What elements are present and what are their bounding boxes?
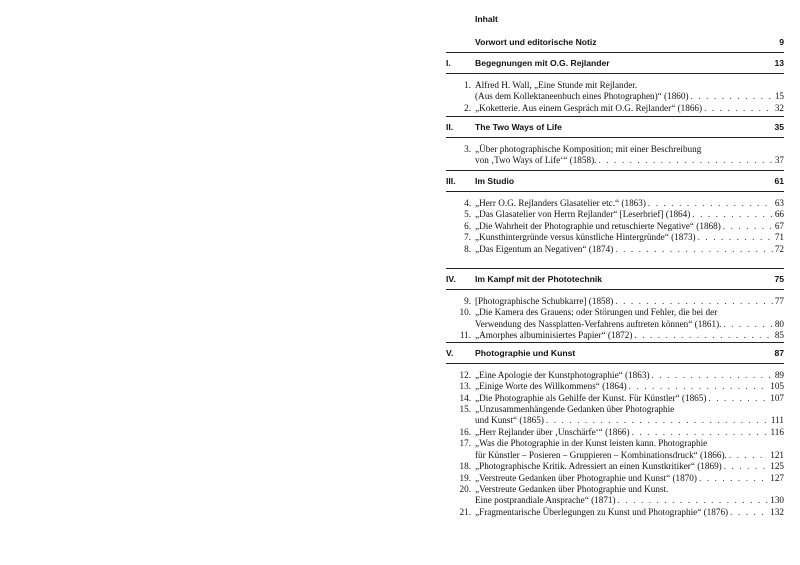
section-rule (446, 268, 784, 269)
entry-page: 63 (774, 198, 784, 208)
entry-line (446, 244, 784, 255)
entry-page: 66 (774, 209, 784, 220)
entry-number: 17. (459, 438, 471, 449)
entry-text (475, 80, 784, 90)
list-item (446, 507, 784, 518)
list-item (446, 438, 784, 461)
entry-line (446, 221, 784, 232)
leader-dots (723, 319, 772, 329)
entry-number: 21. (459, 506, 471, 517)
entry-text (475, 450, 784, 460)
list-item (446, 144, 784, 167)
leader-dots (708, 393, 768, 403)
entry-line (446, 319, 784, 330)
list-item (446, 209, 784, 220)
entry-line (446, 80, 784, 91)
entry-text (475, 393, 784, 403)
entry-number: 9. (464, 296, 471, 306)
entry-title: [Photographische Schubkarre] (1858) (475, 296, 614, 306)
leader-dots (691, 91, 773, 101)
section-page: 87 (774, 348, 784, 358)
section-number: III. (446, 176, 456, 186)
entry-page: 116 (770, 427, 784, 437)
entry-title: „Das Eigentum an Negativen“ (1874) (475, 243, 614, 254)
entry-text (475, 415, 784, 425)
entry-title: „Das Glasatelier von Herrn Rejlander“ [Leserbrief] (1864) (475, 209, 691, 220)
entry-page: 105 (770, 381, 784, 392)
entry-title: „Die Photographie als Gehilfe der Kunst. Für Künstler“ (1865) (475, 392, 707, 403)
entry-title: und Kunst“ (1865) (475, 415, 544, 426)
entry-text (475, 330, 784, 340)
entry-text (475, 221, 784, 231)
entry-number: 4. (464, 198, 471, 208)
section-rule (446, 52, 784, 53)
toc-heading: Inhalt (475, 14, 498, 24)
entry-page: 32 (774, 102, 784, 113)
entry-title: (Aus dem Kollektaneenbuch eines Photographen)“ (1860) (475, 91, 689, 102)
entry-page: 132 (770, 506, 784, 517)
entry-number: 15. (459, 404, 471, 415)
entry-page: 107 (770, 392, 784, 403)
entry-line (446, 209, 784, 220)
entry-line (446, 232, 784, 243)
leader-dots (652, 370, 773, 380)
entry-number: 3. (464, 144, 471, 154)
section-title: The Two Ways of Life (475, 122, 562, 132)
list-item (446, 427, 784, 438)
leader-dots (634, 330, 772, 340)
section-title: Im Kampf mit der Phototechnik (475, 274, 603, 284)
entry-page: 111 (770, 415, 784, 426)
entry-line (446, 144, 784, 155)
entry-text (475, 473, 784, 483)
entry-text (475, 103, 784, 113)
entry-title: „Kunsthintergründe versus künstliche Hintergründe“ (1873) (475, 232, 696, 243)
list-item (446, 393, 784, 404)
entry-title: „Die Kamera des Grauens; oder Störungen und Fehler, die bei der (475, 307, 718, 318)
entry-title: „Photographische Kritik. Adressiert an einen Kunstkritiker“ (1869) (475, 461, 722, 472)
entry-text (475, 427, 784, 437)
entry-line (446, 330, 784, 341)
list-item (446, 381, 784, 392)
entry-line (446, 461, 784, 472)
entry-line (446, 91, 784, 102)
entry-line (446, 438, 784, 449)
entry-number: 12. (459, 370, 471, 380)
section-number: V. (446, 348, 454, 358)
entry-page: 37 (774, 155, 784, 166)
entry-title: „Herr O.G. Rejlanders Glasatelier etc.“ (1863) (475, 198, 646, 208)
leader-dots (618, 495, 769, 505)
entry-page: 121 (770, 449, 784, 460)
entry-title: „Die Wahrheit der Photographie und retuschierte Negative“ (1868) (475, 220, 721, 231)
leader-dots (615, 244, 773, 254)
section-title: Begegnungen mit O.G. Rejlander (475, 58, 610, 68)
entry-number: 11. (459, 330, 471, 341)
leader-dots (692, 209, 773, 219)
entry-number: 16. (459, 427, 471, 437)
entry-title: „Verstreute Gedanken über Photographie und Kunst. (475, 484, 669, 494)
entry-number: 5. (464, 209, 471, 220)
section-subrule (446, 191, 784, 192)
entry-line (446, 450, 784, 461)
section-page: 61 (774, 176, 784, 186)
entry-text (475, 296, 784, 306)
entry-line (446, 370, 784, 381)
entry-text (475, 319, 784, 329)
entry-number: 10. (459, 307, 471, 318)
section-number: II. (446, 122, 454, 132)
entry-number: 19. (459, 472, 471, 483)
entry-line (446, 415, 784, 426)
entry-text (475, 484, 784, 494)
entry-line (446, 381, 784, 392)
leader-dots (598, 155, 772, 165)
entry-text (475, 155, 784, 165)
list-item (446, 370, 784, 381)
entry-text (475, 404, 784, 414)
section-title: Photographie und Kunst (475, 348, 576, 358)
entry-text (475, 232, 784, 242)
section-subrule (446, 363, 784, 364)
leader-dots (730, 507, 768, 517)
entry-text (475, 507, 784, 517)
list-item (446, 330, 784, 341)
section-page: 13 (774, 58, 784, 68)
entry-text (475, 381, 784, 391)
entry-page: 85 (774, 330, 784, 341)
section-heading (446, 58, 784, 70)
entry-line (446, 427, 784, 438)
list-item (446, 198, 784, 209)
entry-page: 77 (774, 296, 784, 306)
leader-dots (546, 415, 769, 425)
list-item (446, 296, 784, 307)
entry-page: 89 (774, 370, 784, 380)
list-item (446, 484, 784, 507)
entry-title: von ‚Two Ways of Life‘“ (1858). (475, 155, 597, 166)
section-subrule (446, 289, 784, 290)
section-page: 35 (774, 122, 784, 132)
entry-title: für Künstler – Posieren – Gruppieren – Kombinationsdruck“ (1866). (475, 449, 727, 460)
list-item (446, 221, 784, 232)
entry-title: Alfred H. Wall, „Eine Stunde mit Rejlander. (475, 80, 638, 90)
entry-text (475, 370, 784, 380)
entry-line (446, 198, 784, 209)
section-rule (446, 170, 784, 171)
leader-dots (698, 232, 773, 242)
entry-page: 127 (770, 472, 784, 483)
entry-number: 20. (459, 484, 471, 494)
entry-line (446, 404, 784, 415)
section-number: IV. (446, 274, 456, 284)
entry-text (475, 244, 784, 254)
leader-dots (615, 296, 773, 306)
entry-line (446, 155, 784, 166)
section-heading (446, 348, 784, 360)
entry-page: 125 (770, 461, 784, 472)
entry-number: 18. (459, 461, 471, 472)
section-rule (446, 116, 784, 117)
list-item (446, 473, 784, 484)
entry-number: 14. (459, 392, 471, 403)
entry-text (475, 461, 784, 471)
leader-dots (729, 450, 768, 460)
section-heading (446, 176, 784, 188)
section-rule (446, 342, 784, 343)
entry-text (475, 144, 784, 154)
entry-title: „Amorphes albuminisiertes Papier“ (1872) (475, 330, 633, 341)
entry-text (475, 209, 784, 219)
entry-number: 7. (464, 232, 471, 243)
list-item (446, 307, 784, 330)
leader-dots (648, 198, 773, 208)
entry-line (446, 103, 784, 114)
section-heading (446, 122, 784, 134)
list-item (446, 244, 784, 255)
entry-page: 71 (774, 232, 784, 243)
section-subrule (446, 73, 784, 74)
entry-page: 15 (774, 91, 784, 102)
list-item (446, 461, 784, 472)
entry-text (475, 495, 784, 505)
entry-number: 2. (464, 102, 471, 113)
preface-page: 9 (779, 37, 784, 47)
preface-title: Vorwort und editorische Notiz (475, 37, 597, 47)
entry-page: 72 (774, 243, 784, 254)
entry-line (446, 393, 784, 404)
entry-title: „Einige Worte des Willkommens“ (1864) (475, 381, 627, 392)
list-item (446, 80, 784, 103)
entry-line (446, 507, 784, 518)
entry-title: „Unzusammenhängende Gedanken über Photographie (475, 404, 675, 415)
leader-dots (629, 381, 769, 391)
entry-text (475, 198, 784, 208)
entry-line (446, 484, 784, 495)
entry-title: „Über photographische Komposition; mit einer Beschreibung (475, 144, 702, 154)
entry-number: 8. (464, 243, 471, 254)
entry-text (475, 91, 784, 101)
list-item (446, 404, 784, 427)
leader-dots (632, 427, 769, 437)
entry-number: 1. (464, 80, 471, 90)
entry-text (475, 438, 784, 448)
entry-title: „Was die Photographie in der Kunst leisten kann. Photographie (475, 438, 708, 449)
entry-title: „Herr Rejlander über ‚Unschärfe‘“ (1866) (475, 427, 630, 437)
entry-line (446, 495, 784, 506)
section-heading (446, 274, 784, 286)
leader-dots (699, 473, 768, 483)
section-subrule (446, 137, 784, 138)
entry-page: 80 (774, 318, 784, 329)
entry-line (446, 307, 784, 318)
entry-page: 130 (770, 495, 784, 506)
entry-number: 6. (464, 220, 471, 231)
leader-dots (723, 221, 773, 231)
entry-title: Eine postprandiale Ansprache“ (1871) (475, 495, 616, 506)
entry-text (475, 307, 784, 317)
entry-title: „Verstreute Gedanken über Photographie und Kunst“ (1870) (475, 472, 697, 483)
section-title: Im Studio (475, 176, 515, 186)
entry-line (446, 296, 784, 307)
section-page: 75 (774, 274, 784, 284)
leader-dots (704, 103, 773, 113)
entry-title: Verwendung des Nassplatten-Verfahrens auftreten können“ (1861). (475, 318, 722, 329)
list-item (446, 232, 784, 243)
list-item (446, 103, 784, 114)
leader-dots (724, 461, 768, 471)
entry-line (446, 473, 784, 484)
section-number: I. (446, 58, 451, 68)
entry-title: „Koketterie. Aus einem Gespräch mit O.G. Rejlander“ (1866) (475, 102, 703, 113)
entry-title: „Fragmentarische Überlegungen zu Kunst und Photographie“ (1876) (475, 506, 729, 517)
entry-number: 13. (459, 381, 471, 392)
entry-title: „Eine Apologie der Kunstphotographie“ (1863) (475, 370, 650, 380)
entry-page: 67 (774, 220, 784, 231)
